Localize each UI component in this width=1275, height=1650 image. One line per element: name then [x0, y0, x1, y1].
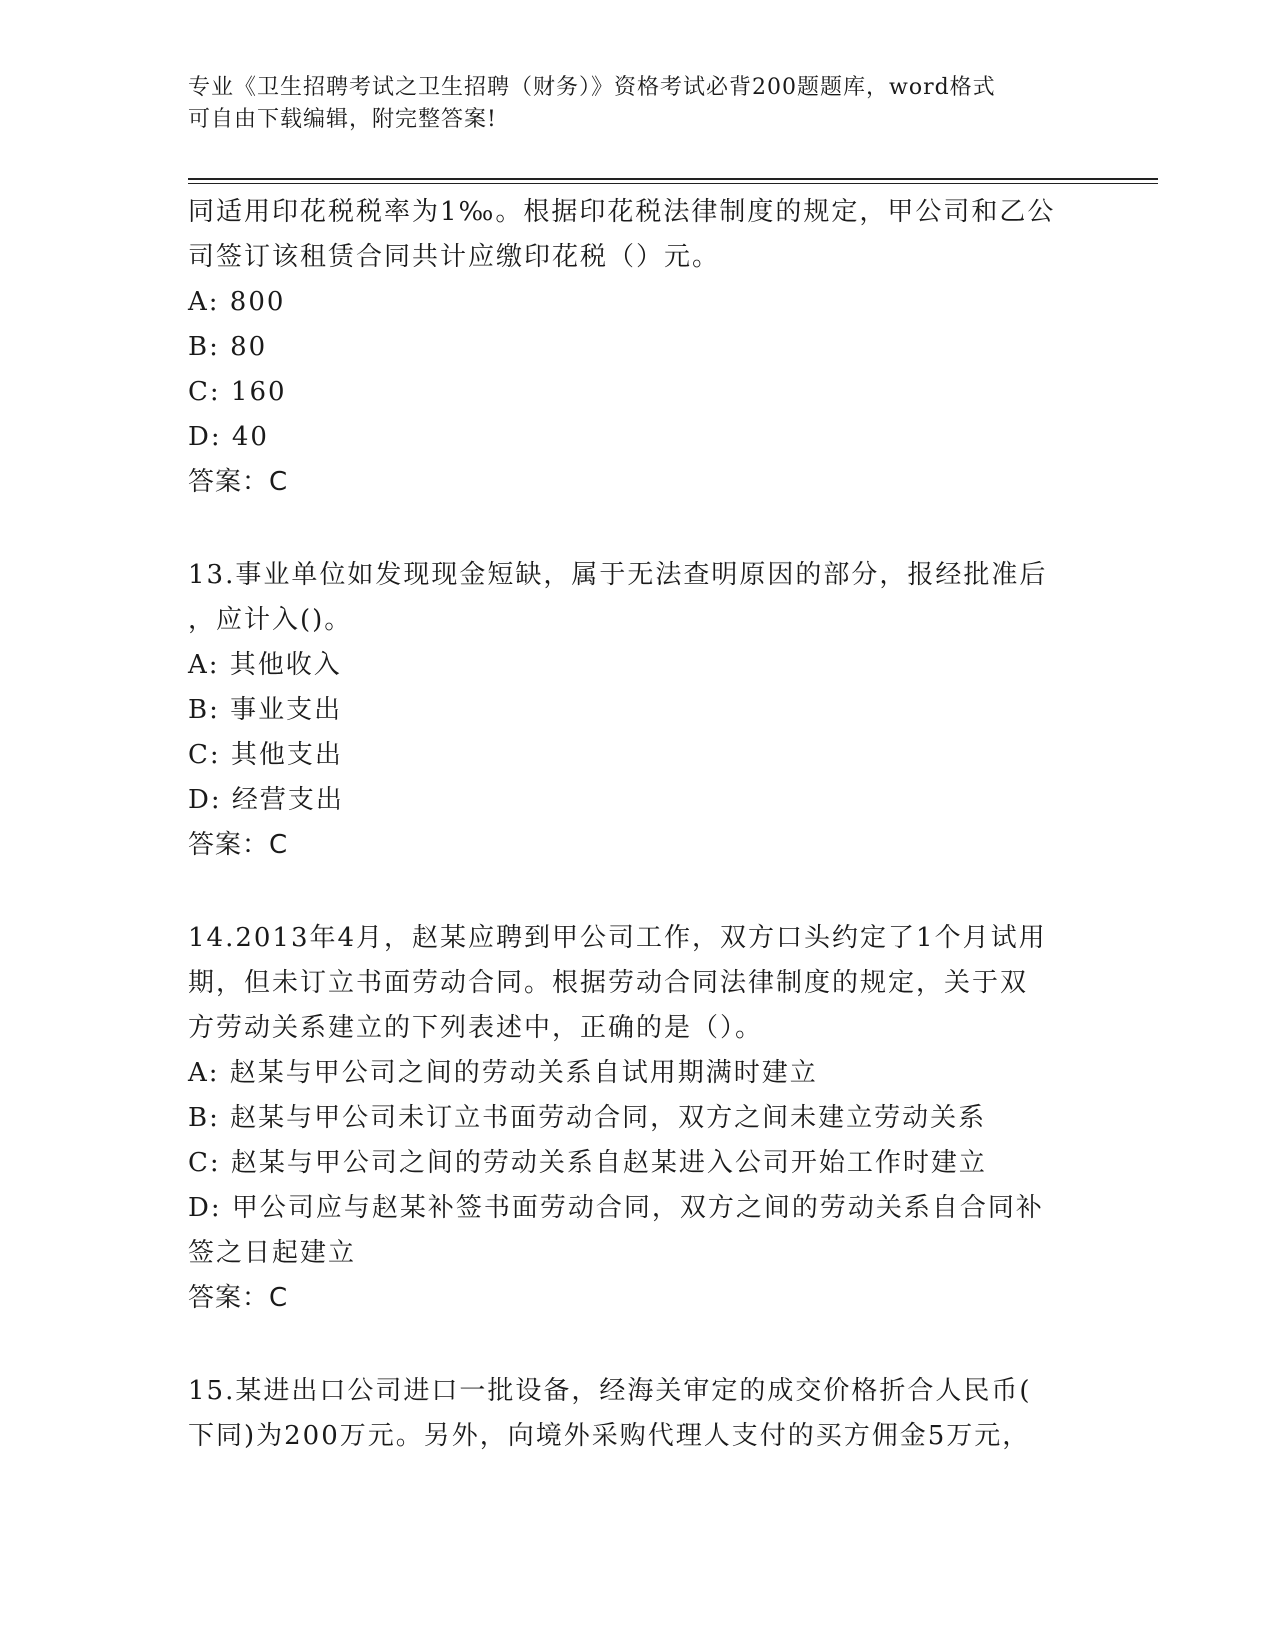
- question-stem-line: 司签订该租赁合同共计应缴印花税（）元。: [188, 242, 721, 272]
- spacer: [188, 505, 1088, 553]
- document-header: [188, 72, 1088, 136]
- option-b: B: 80: [188, 332, 268, 362]
- option-d-continued: 签之日起建立: [188, 1238, 357, 1268]
- header-line-1: 专业《卫生招聘考试之卫生招聘（财务）》资格考试必背200题题库，word格式: [188, 75, 996, 100]
- option-c: C: 160: [188, 377, 287, 407]
- question-14: [188, 916, 1088, 1321]
- option-d: D: 甲公司应与赵某补签书面劳动合同，双方之间的劳动关系自合同补: [188, 1193, 1044, 1223]
- header-rule-thick: [188, 178, 1158, 180]
- option-c: C: 赵某与甲公司之间的劳动关系自赵某进入公司开始工作时建立: [188, 1148, 987, 1178]
- header-line-2: 可自由下载编辑，附完整答案!: [188, 107, 497, 132]
- question-13: [188, 553, 1088, 868]
- question-stem-line: 方劳动关系建立的下列表述中，正确的是（）。: [188, 1013, 764, 1043]
- question-stem-line: ，应计入()。: [188, 605, 353, 635]
- question-stem-line: 期，但未订立书面劳动合同。根据劳动合同法律制度的规定，关于双: [188, 968, 1029, 998]
- option-d: D: 40: [188, 422, 269, 452]
- question-stem-line: 14.2013年4月，赵某应聘到甲公司工作，双方口头约定了1个月试用: [188, 923, 1047, 953]
- question-12: [188, 190, 1088, 505]
- header-rule-thin: [188, 183, 1158, 184]
- question-15: [188, 1369, 1088, 1459]
- option-c: C: 其他支出: [188, 740, 343, 770]
- option-d: D: 经营支出: [188, 785, 344, 815]
- option-a: A: 其他收入: [188, 650, 342, 680]
- question-stem-line: 下同)为200万元。另外，向境外采购代理人支付的买方佣金5万元，: [188, 1421, 1031, 1451]
- answer-line: 答案：C: [188, 467, 289, 497]
- spacer: [188, 868, 1088, 916]
- option-b: B: 事业支出: [188, 695, 343, 725]
- spacer: [188, 1321, 1088, 1369]
- question-content: [188, 190, 1088, 1459]
- option-a: A: 800: [188, 287, 286, 317]
- answer-line: 答案：C: [188, 830, 289, 860]
- option-b: B: 赵某与甲公司未订立书面劳动合同，双方之间未建立劳动关系: [188, 1103, 987, 1133]
- answer-line: 答案：C: [188, 1283, 289, 1313]
- question-stem-line: 15.某进出口公司进口一批设备，经海关审定的成交价格折合人民币(: [188, 1376, 1032, 1406]
- question-stem-line: 同适用印花税税率为1‰。根据印花税法律制度的规定，甲公司和乙公: [188, 197, 1056, 227]
- question-stem-line: 13.事业单位如发现现金短缺，属于无法查明原因的部分，报经批准后: [188, 560, 1048, 590]
- option-a: A: 赵某与甲公司之间的劳动关系自试用期满时建立: [188, 1058, 818, 1088]
